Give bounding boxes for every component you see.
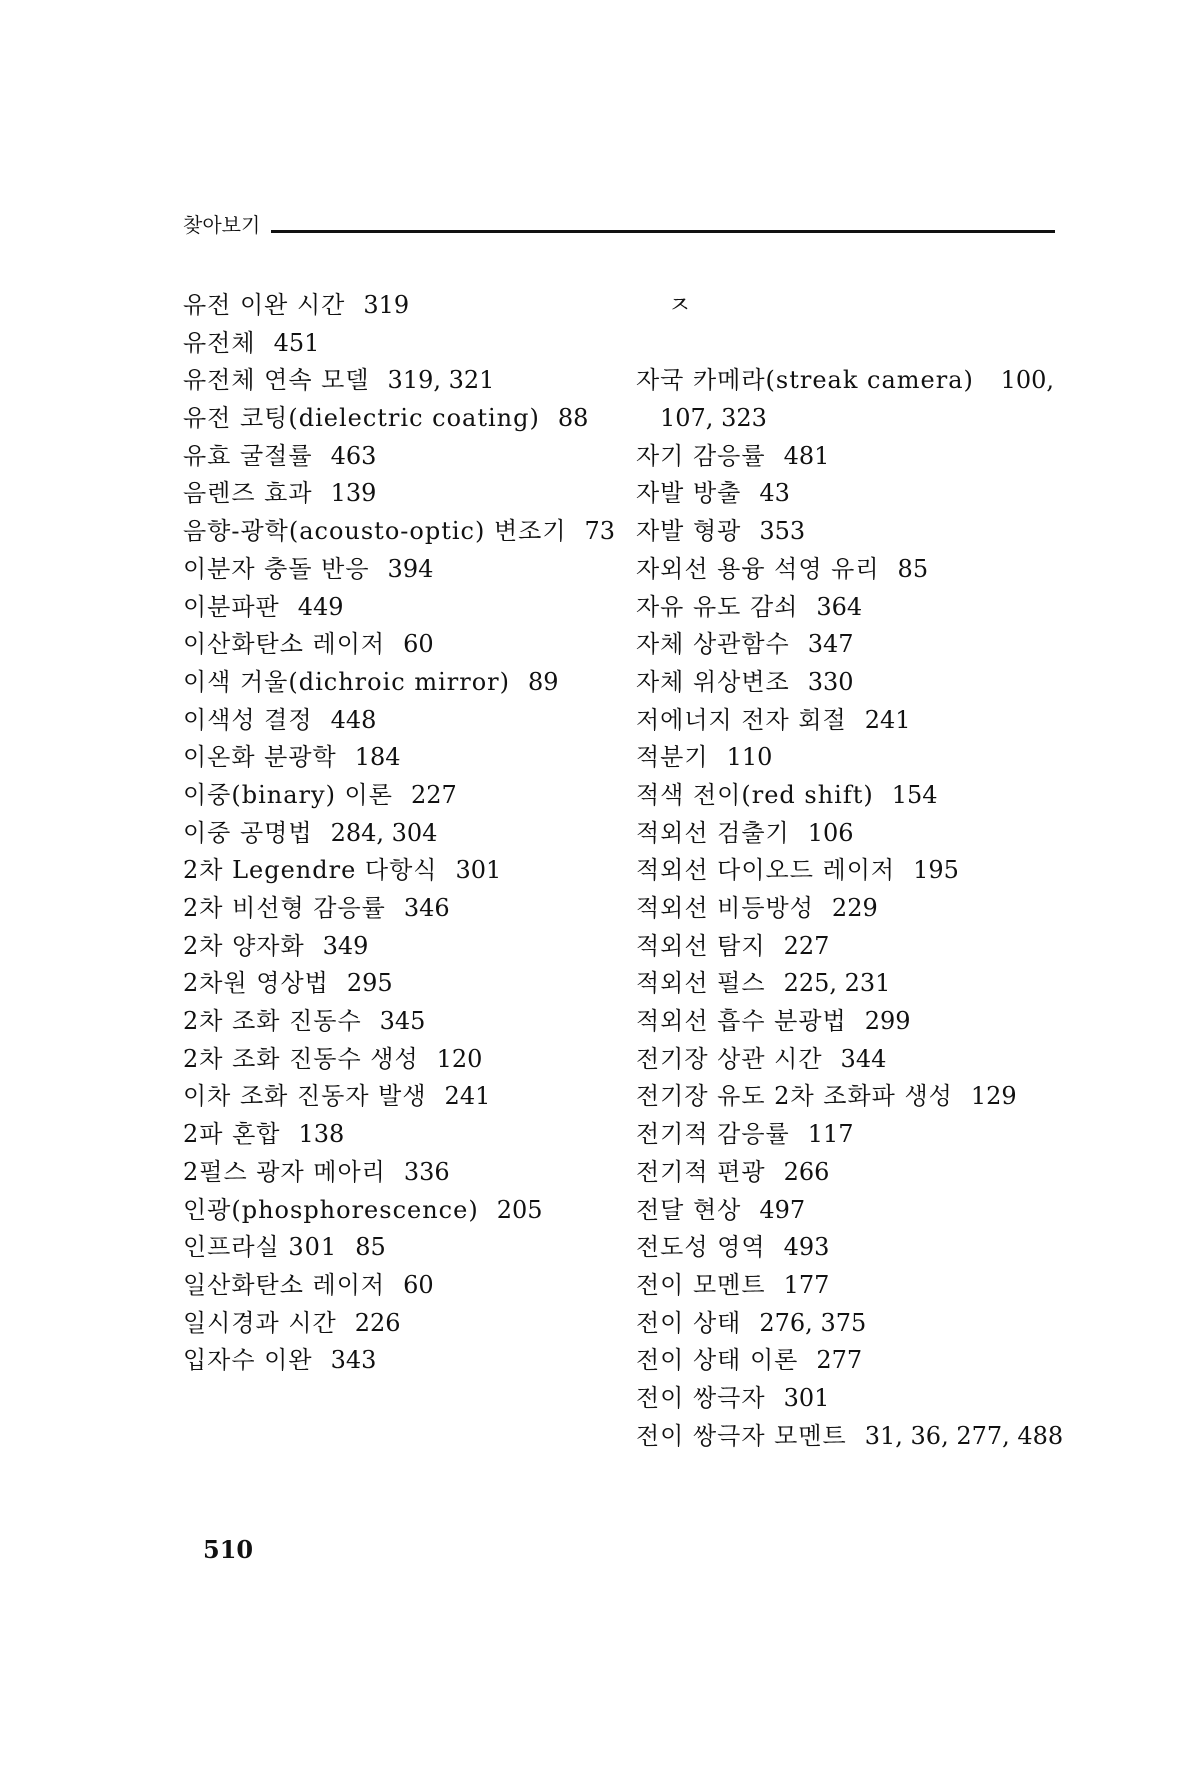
index-term: 전이 쌍극자 모멘트 [636,1421,847,1450]
index-entry [183,852,623,890]
index-term: 이온화 분광학 [183,743,337,772]
index-pages: 229 [831,894,878,922]
index-pages: 177 [783,1270,830,1299]
index-entry [183,664,623,702]
index-pages: 343 [330,1346,377,1375]
index-pages: 117 [807,1120,854,1149]
index-pages: 449 [297,592,344,621]
page-number: 510 [203,1535,254,1564]
index-pages: 295 [346,969,393,998]
index-entry [183,1154,623,1192]
section-spacer [636,325,1066,363]
index-term: 이중(binary) 이론 [183,780,393,809]
index-entry [636,852,1066,890]
index-term: 적색 전이(red shift) [636,780,874,809]
index-term: 유전체 연속 모델 [183,366,370,395]
index-term: 2차 조화 진동수 생성 [183,1044,419,1073]
index-pages: 195 [913,856,959,885]
index-entry [183,325,623,363]
running-header [183,210,1055,246]
index-entry [636,1267,1066,1305]
index-entry [636,739,1066,777]
index-entry [636,1342,1066,1380]
index-pages: 277 [816,1346,863,1375]
index-entry [636,965,1066,1003]
index-term: 자발 형광 [636,517,742,546]
index-term: 2차 Legendre 다항식 [183,856,438,885]
index-pages: 241 [444,1082,491,1111]
index-term: 전이 상태 이론 [636,1346,799,1375]
index-entry [183,626,623,664]
index-pages: 394 [387,554,434,583]
index-term: 적외선 탐지 [636,931,766,960]
index-entry [183,1041,623,1079]
index-pages: 60 [403,1270,434,1299]
index-entry [183,551,623,589]
index-entry [636,1003,1066,1041]
index-entry [183,438,623,476]
index-pages: 43 [759,479,790,508]
index-pages: 138 [298,1120,345,1149]
index-entry [636,1192,1066,1230]
index-pages: 346 [403,894,450,922]
index-entry [183,1078,623,1116]
index-term: 이차 조화 진동자 발생 [183,1082,427,1111]
index-entry [183,928,623,966]
index-entry [636,1229,1066,1267]
index-entry [636,890,1066,928]
index-term: 적외선 비등방성 [636,894,814,922]
index-term: 이분자 충돌 반응 [183,554,370,583]
index-term: 자발 방출 [636,479,742,508]
index-entry-list [636,438,1066,1456]
index-pages: 448 [330,705,377,734]
index-term: 유전체 [183,328,256,357]
index-term: 자국 카메라(streak camera) [636,366,974,395]
index-pages: 154 [891,780,938,809]
index-term: 음향-광학(acousto-optic) 변조기 [183,517,567,546]
index-pages: 184 [354,743,401,772]
index-entry [636,815,1066,853]
index-term: 입자수 이완 [183,1346,313,1375]
index-column-right [636,287,1066,1455]
index-pages: 493 [783,1233,830,1262]
index-pages: 463 [330,441,377,470]
index-entry [636,1380,1066,1418]
index-pages: 319, 321 [387,366,495,395]
index-term: 전기적 편광 [636,1157,766,1186]
index-pages: 349 [322,931,369,960]
index-term: 이색성 결정 [183,705,313,734]
index-term: 2차 양자화 [183,931,305,960]
index-entry [636,1041,1066,1079]
header-rule [271,230,1055,233]
index-term: 전기장 유도 2차 조화파 생성 [636,1082,953,1111]
index-term: 2차 비선형 감응률 [183,894,386,922]
index-term: 음렌즈 효과 [183,479,313,508]
index-entry [183,362,623,400]
index-term: 전기장 상관 시간 [636,1044,823,1073]
index-pages: 227 [410,780,457,809]
index-pages: 85 [355,1233,386,1262]
index-pages: 301 [783,1383,830,1412]
index-pages: 139 [330,479,377,508]
index-term: 저에너지 전자 회절 [636,705,847,734]
index-entry [183,513,623,551]
index-pages: 347 [807,630,854,659]
section-letter: ㅈ [668,291,692,319]
index-entry [636,626,1066,664]
index-entry [183,777,623,815]
index-term: 자체 위상변조 [636,667,790,696]
index-pages: 100, [1000,366,1054,395]
index-term: 자유 유도 감쇠 [636,592,799,621]
index-term: 적외선 펄스 [636,969,766,998]
index-term: 전이 상태 [636,1308,742,1337]
index-entry [636,438,1066,476]
index-term: 2파 혼합 [183,1120,281,1149]
index-pages: 345 [379,1007,426,1036]
index-term: 2차 조화 진동수 [183,1007,362,1036]
index-pages: 110 [726,743,773,772]
index-term: 자기 감응률 [636,441,766,470]
index-entry [183,1116,623,1154]
index-pages: 225, 231 [783,969,891,998]
index-pages: 205 [496,1195,543,1224]
index-term: 이산화탄소 레이저 [183,630,386,659]
index-entry [636,362,1054,400]
index-term: 유효 굴절률 [183,441,313,470]
index-pages: 60 [403,630,434,659]
index-pages: 85 [897,554,929,583]
index-term: 2펄스 광자 메아리 [183,1157,386,1186]
index-entry [183,1305,623,1343]
index-term: 전도성 영역 [636,1233,766,1262]
index-pages: 284, 304 [330,818,438,847]
index-entry [183,400,623,438]
index-column-left [183,287,623,1380]
index-pages: 299 [864,1007,911,1036]
index-entry [636,1078,1066,1116]
index-pages: 497 [759,1195,806,1224]
index-entry [183,1192,623,1230]
index-pages: 120 [436,1044,483,1073]
index-pages: 319 [363,291,410,319]
index-term: 적외선 흡수 분광법 [636,1007,847,1036]
index-entry [183,589,623,627]
index-term: 인프라실 301 [183,1233,338,1262]
index-term: 일산화탄소 레이저 [183,1270,386,1299]
index-entry [183,1229,623,1267]
index-term: 이색 거울(dichroic mirror) [183,667,510,696]
index-term: 자체 상관함수 [636,630,790,659]
index-entry [183,475,623,513]
index-pages: 451 [273,328,320,357]
index-entry [183,287,623,325]
index-term: 이분파판 [183,592,280,621]
index-term: 적외선 다이오드 레이저 [636,856,896,885]
index-entry [636,513,1066,551]
index-pages: 31, 36, 277, 488 [864,1421,1064,1450]
index-pages: 301 [455,856,502,885]
index-pages: 344 [840,1044,887,1073]
index-entry [636,777,1066,815]
index-pages: 226 [354,1308,401,1337]
index-entry [636,1116,1066,1154]
index-pages: 89 [528,667,559,696]
index-pages: 276, 375 [759,1308,867,1337]
index-term: 유전 코팅(dielectric coating) [183,404,540,433]
index-pages: 129 [970,1082,1017,1111]
index-pages: 107, 323 [660,404,767,433]
index-entry-continuation [636,400,1066,438]
index-entry [636,551,1066,589]
index-pages: 481 [783,441,830,470]
index-pages: 330 [807,667,854,696]
index-term: 전이 모멘트 [636,1270,766,1299]
index-term: 전이 쌍극자 [636,1383,766,1412]
index-term: 인광(phosphorescence) [183,1195,479,1224]
index-pages: 336 [403,1157,450,1186]
index-entry [636,589,1066,627]
index-pages: 241 [864,705,911,734]
index-pages: 106 [807,818,854,847]
index-pages: 88 [557,404,589,433]
index-entry [636,1305,1066,1343]
header-title: 찾아보기 [183,213,261,237]
index-pages: 364 [816,592,863,621]
index-entry [183,890,623,928]
index-term: 전달 현상 [636,1195,742,1224]
index-pages: 73 [584,517,616,546]
index-term: 적외선 검출기 [636,818,790,847]
index-entry [636,1418,1066,1456]
index-entry [183,702,623,740]
index-entry [636,475,1066,513]
index-entry [183,815,623,853]
index-entry [636,928,1066,966]
index-pages: 227 [783,931,830,960]
index-term: 적분기 [636,743,709,772]
index-entry [636,664,1066,702]
index-term: 전기적 감응률 [636,1120,790,1149]
index-entry [183,739,623,777]
index-entry [183,1342,623,1380]
index-entry [183,1003,623,1041]
index-entry [636,1154,1066,1192]
index-entry [183,1267,623,1305]
index-term: 유전 이완 시간 [183,291,346,319]
index-entry [636,702,1066,740]
index-pages: 266 [783,1157,830,1186]
index-term: 일시경과 시간 [183,1308,337,1337]
index-term: 자외선 용융 석영 유리 [636,554,880,583]
index-entry [183,965,623,1003]
index-term: 이중 공명법 [183,818,313,847]
index-term: 2차원 영상법 [183,969,329,998]
index-pages: 353 [759,517,806,546]
